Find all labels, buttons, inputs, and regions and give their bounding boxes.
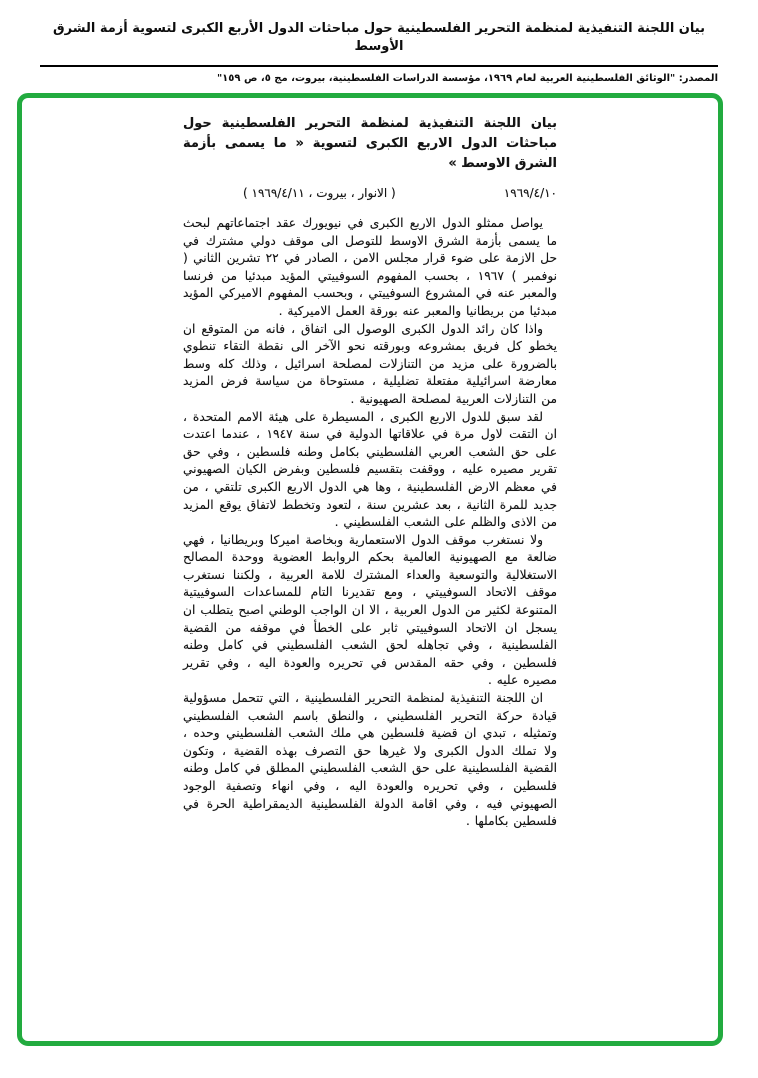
source-citation: المصدر: "الوثائق الفلسطينية العربية لعام ١٩٦٩، مؤسسة الدراسات الفلسطينية، بيروت، مج ٥، ص ١٥٩" — [216, 73, 718, 84]
document-title: بيان اللجنة التنفيذية لمنظمة التحرير الفلسطينية حول مباحثات الدول الاربع الكبرى لتسوية « ما يسمى بأزمة الشرق الاوسط » — [183, 116, 557, 171]
document-dateline — [183, 184, 557, 202]
document-body — [183, 215, 557, 831]
scanned-document — [183, 114, 557, 831]
paragraph: ان اللجنة التنفيذية لمنظمة التحرير الفلسطينية ، التي تتحمل مسؤولية قيادة حركة التحرير الفلسطيني ، والنطق باسم الشعب الفلسطيني وتمثيله ، تبدي ان قضية فلسطين هي ملك الشعب الفلسطيني وحده ، ولا تملك الدول الكبرى ولا غيرها حق التصرف بهذه القضية ، وتكون القضية الفلسطينية على حق الشعب الفلسطيني المطلق في كامل وطنه فلسطين ، وفي تحريره والعودة اليه ، وفي انهاء وتصفية الوجود الصهيوني فيه ، وفي اقامة الدولة الفلسطينية الديمقراطية الحرة في فلسطين بكاملها . — [183, 691, 557, 829]
paragraph: ولا نستغرب موقف الدول الاستعمارية وبخاصة اميركا وبريطانيا ، فهي ضالعة مع الصهيونية العالمية بحكم الروابط العضوية ووحدة المصالح الاستغلالية والتوسعية والعداء المشترك للامة العربية ، ولكننا نستغرب موقف الاتحاد السوفييتي ، ومع تقديرنا التام للمساعدات السوفييتية المتنوعة لكثير من الدول العربية ، الا ان الواجب الوطني اصبح يتطلب ان يسجل ان الاتحاد السوفييتي ثابر على الخطأ في موقفه من القضية الفلسطينية ، وفي تجاهله لحق الشعب الفلسطيني في كامل وطنه فلسطين ، وفي حقه المقدس في تحريره والعودة اليه ، وفي تقرير مصيره عليه . — [183, 532, 557, 688]
statement-date: ١٩٦٩/٤/١٠ — [503, 186, 557, 200]
paragraph: يواصل ممثلو الدول الاربع الكبرى في نيويورك عقد اجتماعاتهم لبحث ما يسمى بأزمة الشرق الاوسط للتوصل الى موقف دولي مشترك في حل الازمة على ضوء قرار مجلس الامن ، الصادر في ٢٢ تشرين الثاني ( نوفمبر ) ١٩٦٧ ، بحسب المفهوم السوفييتي المؤيد مبدئيا من فرنسا والمعبر عنه في المشروع السوفييتي ، وبحسب المفهوم الاميركي المؤيد مبدئيا من بريطانيا والمعبر عنه بورقة العمل الاميركية . — [183, 216, 558, 318]
paragraph: واذا كان رائد الدول الكبرى الوصول الى اتفاق ، فانه من المتوقع ان يخطو كل فريق بمشروعه وبورقته نحو الآخر الى نقطة التقاء تنطوي بالضرورة على مزيد من التنازلات لمصلحة اسرائيل ، وذلك كله وسط معارضة اسرائيلية مفتعلة تضليلية ، مستوحاة من سياسة فرض المزيد من التنازلات العربية لمصلحة الصهيونية . — [183, 321, 557, 406]
header-divider — [40, 65, 718, 67]
paragraph: لقد سبق للدول الاربع الكبرى ، المسيطرة على هيئة الامم المتحدة ، ان التقت لاول مرة في علاقاتها الدولية في سنة ١٩٤٧ ، عندما اعتدت على حق الشعب العربي الفلسطيني بكامل وطنه فلسطين ، وفي حق تقرير مصيره عليه ، ووقفت بتقسيم فلسطين وبفرض الكيان الصهيوني في معظم الارض الفلسطينية ، وها هي الدول الاربع الكبرى تلتقي ، من جديد للمرة الثانية ، بعد عشرين سنة ، لتعود وتخطط لاتفاق يوقع المزيد من الاذى والظلم على الشعب الفلسطيني . — [183, 409, 557, 530]
header-title: بيان اللجنة التنفيذية لمنظمة التحرير الفلسطينية حول مباحثات الدول الأربع الكبرى لتسوية أزمة الشرق الأوسط — [53, 21, 705, 54]
document-frame — [17, 93, 723, 1046]
publication-info: ( الانوار ، بيروت ، ١٩٦٩/٤/١١ ) — [243, 186, 396, 200]
page-header — [0, 0, 758, 86]
